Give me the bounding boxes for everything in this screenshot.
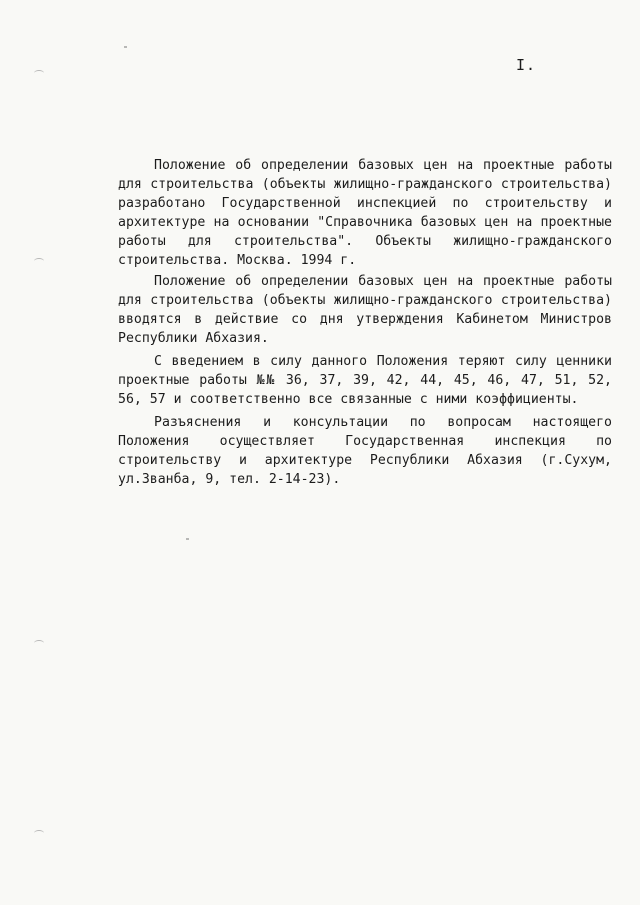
page-number: I. xyxy=(516,56,537,74)
paragraph-consultations-contact: Разъяснения и консультации по вопросам настоящего Положения осуществляет Государственная инспекция по строительству и архитектуре Республики Абхазия (г.Сухум, ул.Званба, 9, тел. 2-14-23). xyxy=(118,415,612,487)
punch-hole-mark xyxy=(34,258,44,264)
paragraph-pricing-regulation-origin: Положение об определении базовых цен на проектные работы для строительства (объекты жилищно-гражданского строительства) разработано Государственной инспекцией по строительству и архитектуре на основании "Справочника базовых цен на проектные работы для строительства". Объекты жилищно-гражданского строительства. Москва. 1994 г. xyxy=(118,158,612,268)
punch-hole-mark xyxy=(34,640,44,646)
scan-speck xyxy=(186,538,189,540)
paragraph-repealed-price-lists: С введением в силу данного Положения теряют силу ценники проектные работы №№ 36, 37, 39, 42, 44, 45, 46, 47, 51, 52, 56, 57 и соответственно все связанные с ними коэффициенты. xyxy=(118,354,612,407)
scan-speck xyxy=(124,46,127,48)
punch-hole-mark xyxy=(34,830,44,836)
document-body xyxy=(118,156,612,491)
punch-hole-mark xyxy=(34,70,44,76)
paragraph-effective-date: Положение об определении базовых цен на проектные работы для строительства (объекты жилищно-гражданского строительства) вводятся в действие со дня утверждения Кабинетом Министров Республики Абхазия. xyxy=(118,274,612,346)
